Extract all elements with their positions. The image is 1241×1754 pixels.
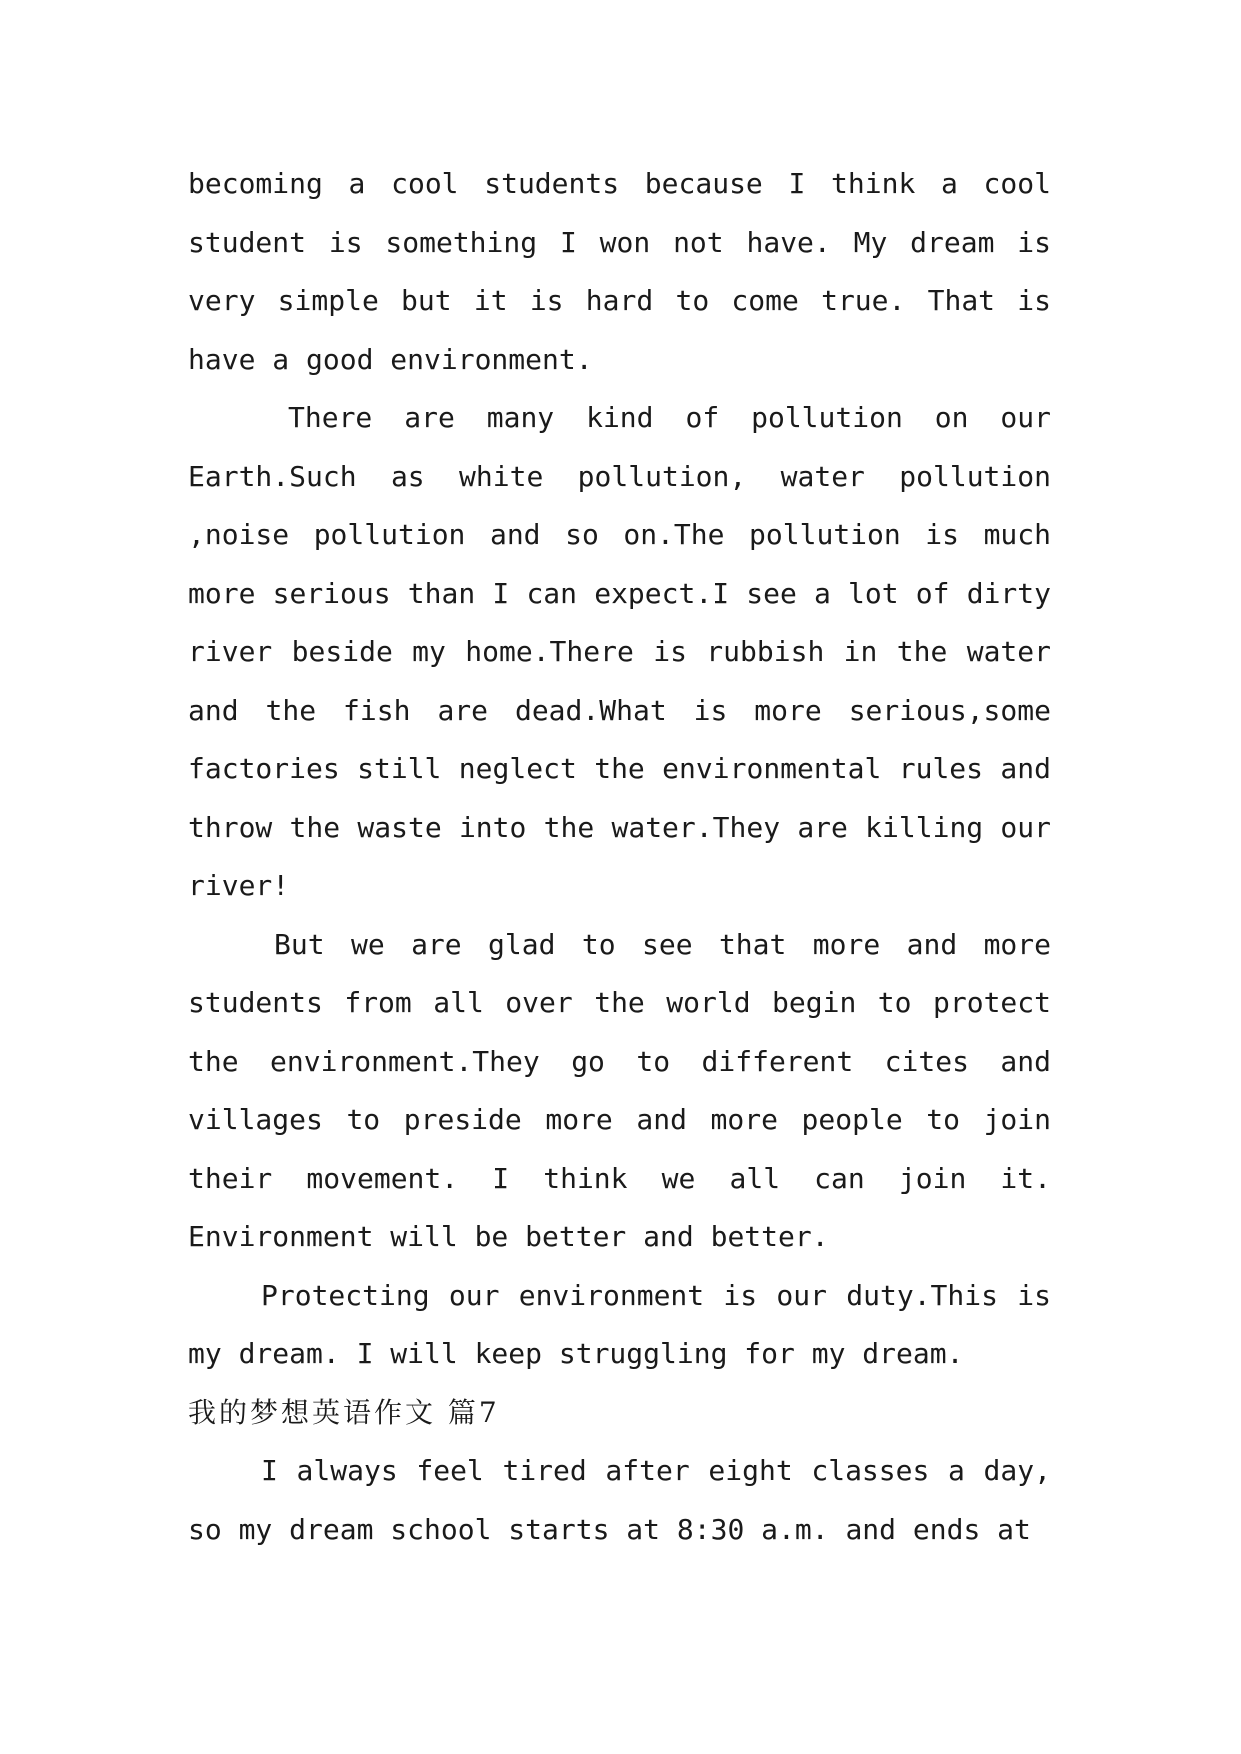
paragraph-dream-school: I always feel tired after eight classes a day, so my dream school starts at 8:30 a.m. and ends at (188, 1454, 1051, 1546)
paragraph-pollution: There are many kind of pollution on our Earth.Such as white pollution, water pollution ,noise pollution and so on.The pollution is much more serious than I can expect.I see a lot of dirty river beside my home.There is rubbish in the water and the fish are dead.What is more serious,some factories still neglect the environmental rules and throw the waste into the water.They are killing our river! (188, 401, 1051, 902)
paragraph-continuation: becoming a cool students because I think a cool student is something I won not have. My dream is very simple but it is hard to come true. That is have a good environment. (188, 167, 1051, 376)
paragraph-duty: Protecting our environment is our duty.This is my dream. I will keep struggling for my dream. (188, 1278, 1051, 1370)
paragraph-students-protect: But we are glad to see that more and more students from all over the world begin to protect the environment.They go to different cites and villages to preside more and more people to join their movement. I think we all can join it. Environment will be better and better. (188, 927, 1051, 1253)
document-body (188, 155, 1051, 1559)
section-heading: 我的梦想英语作文 篇7 (188, 1395, 500, 1429)
